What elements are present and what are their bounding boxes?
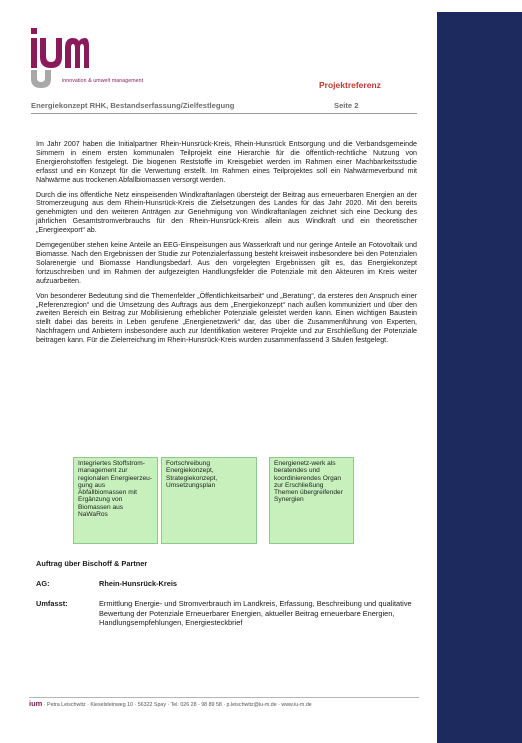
scope-value: Ermittlung Energie- und Stromverbrauch im Landkreis, Erfassung, Beschreibung und qualitative Bewertung der Potenziale Erneuerbarer Energien, aktueller Beitrag erneuerbare Energien, Handlungsempfehlungen, Energiesteckbrief xyxy=(99,599,412,627)
logo-tagline: innovation & umwelt management xyxy=(62,78,144,84)
header-divider xyxy=(31,113,417,114)
paragraph: Durch die ins öffentliche Netz einspeisenden Windkraftanlagen übersteigt der Beitrag aus erneuerbaren Energien an der Stromerzeugung aus dem Rhein-Hunsrück-Kreis die Zielsetzungen des Landes für das Jahr 2020. Mit den bereits genehmigten und den weiteren Anträgen zur Genehmigung von Windkraftanlagen zeichnet sich eine Deckung des jährlichen Gesamtstromverbrauchs für den Rhein-Hunsrück-Kreis allein aus Windkraft und ein theoretischer „Energieexport“ ab. xyxy=(36,190,417,235)
contract-section xyxy=(36,559,417,638)
page-number: Seite 2 xyxy=(334,101,359,110)
contract-scope-row xyxy=(36,599,417,627)
footer-divider xyxy=(29,697,419,698)
paragraph: Demgegenüber stehen keine Anteile an EEG-Einspeisungen aus Wasserkraft und nur geringe Anteile an Fotovoltaik und Biomasse. Nach den Ergebnissen der Studie zur Potenzialerfassung besteht kreisweit insbesondere bei den Potenzialen Solarenergie und Biomasse Handlungsbedarf. Aus den vorgelegten Ergebnissen gilt es, das Energiekonzept fortzuschreiben und im Rahmen der aufgezeigten Handlungsfelder die Potenziale mit den Akteuren im Kreis weiter aufzuarbeiten. xyxy=(36,241,417,285)
paragraph: Im Jahr 2007 haben die Initialpartner Rhein-Hunsrück-Kreis, Rhein-Hunsrück Entsorgung und die Verbandsgemeinde Simmern in einem ersten kommunalen Teilprojekt eine Hierarchie für die öffentlich-rechtliche Nutzung von Energierohstoffen festgelegt. Die biogenen Reststoffe im Kreisgebiet werden im Rahmen einer Machbarkeitsstudie erfasst und ein Konzept für die Verwertung erstellt. Im Rahmen eines Teilprojektes soll ein Nahwärmeverbund mit Nahwärme aus trockenen Abfallbiomassen versorgt werden. xyxy=(36,140,417,184)
reference-label: Projektreferenz xyxy=(319,80,381,90)
paragraph: Von besonderer Bedeutung sind die Themenfelder „Öffentlichkeitsarbeit“ und „Beratung“, da ersteres den Anspruch einer „Referenzregion“ und die Umsetzung des Auftrags aus dem „Energiekonzept“ nach außen kommuniziert und über den zweiten Bereich ein Beitrag zur Mobilisierung erheblicher Potenziale geleistet werden kann. Einen wichtigen Baustein stellt dabei das bereits in Leben gerufene „Energienetzwerk“ dar, das über die Zusammenführung von Experten, Nachfragern und Anbietern insbesondere auch zur Identifikation weiterer Projekte und zur Erschließung der Potenziale beitragen kann. Für die Zielerreichung im Rhein-Hunsrück-Kreis wurden zusammenfassend 3 Säulen festgelegt. xyxy=(36,291,417,345)
footer xyxy=(29,699,419,708)
footer-contact: · Petra Leischwitz · Kieselsteinweg 10 · 56322 Spay · Tel. 026 28 - 98 89 58 · p.leischwitz@iu-m.de · www.iu-m.de xyxy=(42,702,312,708)
side-bar xyxy=(437,12,522,743)
body-text xyxy=(36,140,417,351)
pillar-box-energienetzwerk: Energienetz-werk als beratendes und koordinierendes Organ zur Erschließung Themen übergreifender Synergien xyxy=(269,457,354,544)
scope-key: Umfasst: xyxy=(36,599,68,609)
document-title: Energiekonzept RHK, Bestandserfassung/Zielfestlegung xyxy=(31,101,235,110)
contract-title: Auftrag über Bischoff & Partner xyxy=(36,559,148,568)
contract-client-row xyxy=(36,579,417,588)
client-key: AG: xyxy=(36,579,50,589)
pillar-box-stoffstrom: Integriertes Stoffstrom-management zur regionalen Energieerzeu-gung aus Abfallbiomassen mit Ergänzung von Biomassen aus NaWaRos xyxy=(73,457,158,544)
footer-brand: ium xyxy=(29,699,43,708)
document-header xyxy=(31,101,417,113)
client-value: Rhein-Hunsrück-Kreis xyxy=(99,579,178,589)
pillars-diagram xyxy=(73,457,354,544)
pillar-box-energiekonzept: Fortschreibung Energiekonzept, Strategiekonzept, Umsetzungsplan xyxy=(161,457,257,544)
ium-logo xyxy=(29,28,169,90)
